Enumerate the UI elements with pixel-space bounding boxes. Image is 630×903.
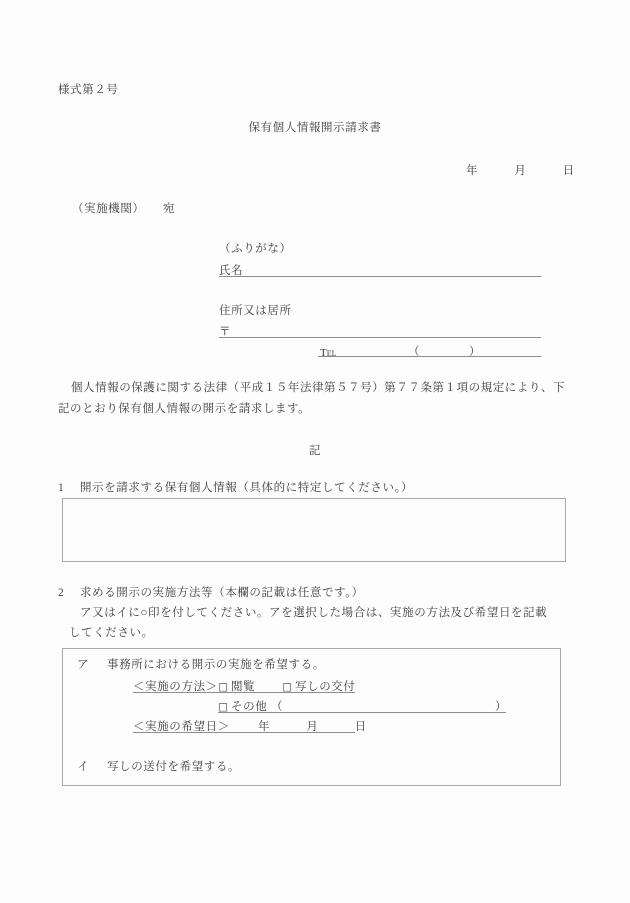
checkbox-copy-delivery-label[interactable]: 写しの交付 xyxy=(295,681,356,693)
option-a-desired-date-line[interactable]: 年 月 日 xyxy=(258,721,367,733)
tel-paren-open: （ xyxy=(408,346,421,358)
name-label: 氏名 xyxy=(219,265,244,277)
section-2-instruction-line-2: してください。 xyxy=(69,627,154,639)
section-1-heading: 開示を請求する保有個人情報（具体的に特定してください。） xyxy=(80,482,414,494)
checkbox-other-label[interactable]: その他 xyxy=(231,701,268,713)
tel-label: Tel xyxy=(320,347,337,359)
name-input-rule[interactable] xyxy=(219,276,541,277)
option-a-desired-date-rule[interactable] xyxy=(133,732,355,733)
checkbox-viewing-icon[interactable]: □ xyxy=(218,681,229,693)
option-a-method-label-rule xyxy=(133,692,224,693)
address-label: 住所又は居所 xyxy=(219,305,292,317)
tel-input-rule[interactable] xyxy=(318,356,541,357)
form-number: 様式第２号 xyxy=(58,84,119,96)
other-paren-close: ） xyxy=(495,701,508,713)
section-1-answer-box[interactable] xyxy=(62,498,566,562)
tel-paren-close: ） xyxy=(469,346,482,358)
checkbox-other-icon[interactable]: □ xyxy=(218,701,229,713)
checkbox-copy-delivery-icon[interactable]: □ xyxy=(282,681,293,693)
option-b-label[interactable]: 写しの送付を希望する。 xyxy=(107,761,241,773)
date-line: 年 月 日 xyxy=(466,165,575,177)
section-2-answer-box xyxy=(62,648,561,786)
addressee-line: （実施機関） 宛 xyxy=(72,203,176,215)
option-a-method-label: ＜実施の方法＞ xyxy=(133,681,218,693)
method-choices-rule xyxy=(218,692,355,693)
section-2-instruction-line-1: ア又はイに○印を付してください。アを選択した場合は、実施の方法及び希望日を記載 xyxy=(80,607,548,619)
postal-code-label: 〒 xyxy=(219,326,232,338)
furigana-label: （ふりがな） xyxy=(219,243,292,255)
checkbox-viewing-label[interactable]: 閲覧 xyxy=(231,681,256,693)
option-a-label[interactable]: 事務所における開示の実施を希望する。 xyxy=(107,659,325,671)
legal-paragraph: 個人情報の保護に関する法律（平成１５年法律第５７号）第７７条第１項の規定により、下記のとおり保有個人情報の開示を請求します。 xyxy=(58,382,566,415)
other-method-rule[interactable] xyxy=(218,712,506,713)
option-a-marker[interactable]: ア xyxy=(77,659,90,671)
option-b-marker[interactable]: イ xyxy=(77,761,90,773)
section-1-number: 1 xyxy=(58,482,65,494)
page-title: 保有個人情報開示請求書 xyxy=(248,122,382,134)
ki-marker: 記 xyxy=(308,445,322,457)
section-2-heading: 求める開示の実施方法等（本欄の記載は任意です。） xyxy=(80,587,364,599)
option-a-desired-date-label: ＜実施の希望日＞ xyxy=(133,721,230,733)
section-2-number: 2 xyxy=(58,587,65,599)
address-input-rule[interactable] xyxy=(219,337,541,338)
other-paren-open: （ xyxy=(271,701,284,713)
